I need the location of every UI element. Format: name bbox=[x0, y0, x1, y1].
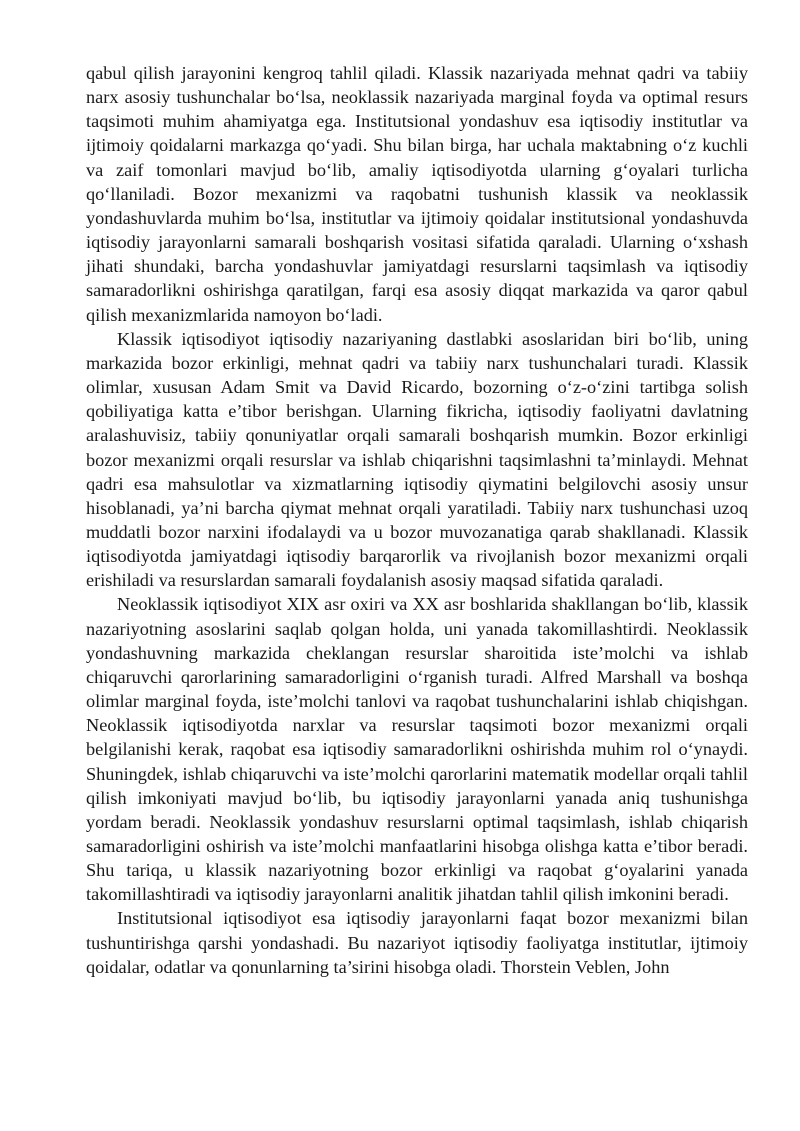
paragraph-institutional-economics: Institutsional iqtisodiyot esa iqtisodiy jarayonlarni faqat bozor mexanizmi bilan tushuntirishga qarshi yondashadi. Bu nazariyot iqtisodiy faoliyatga institutlar, ijtimoiy qoidalar, odatlar va qonunlarning ta’sirini hisobga oladi. Thorstein Veblen, John bbox=[86, 908, 748, 977]
document-page bbox=[86, 61, 748, 979]
paragraph-neoclassical-economics: Neoklassik iqtisodiyot XIX asr oxiri va XX asr boshlarida shakllangan bo‘lib, klassik nazariyotning asoslarini saqlab qolgan holda, uni yanada takomillashtirdi. Neoklassik yondashuvning markazida cheklangan resurslar sharoitida iste’molchi va ishlab chiqaruvchi qarorlarining samaradorligini o‘rganish turadi. Alfred Marshall va boshqa olimlar marginal foyda, iste’molchi tanlovi va raqobat tushunchalarini ishlab chiqishgan. Neoklassik iqtisodiyotda narxlar va resurslar taqsimoti bozor mexanizmi orqali belgilanishi kerak, raqobat esa iqtisodiy samaradorlikni oshirishda muhim rol o‘ynaydi. Shuningdek, ishlab chiqaruvchi va iste’molchi qarorlarini matematik modellar orqali tahlil qilish imkoniyati mavjud bo‘lib, bu iqtisodiy jarayonlarni yanada aniq tushunishga yordam beradi. Neoklassik yondashuv resurslarni optimal taqsimlash, ishlab chiqarish samaradorligini oshirish va iste’molchi manfaatlarini hisobga olishga katta e’tibor beradi. Shu tariqa, u klassik nazariyotning bozor erkinligi va raqobat g‘oyalarini yanada takomillashtiradi va iqtisodiy jarayonlarni analitik jihatdan tahlil qilish imkonini beradi. bbox=[86, 594, 749, 905]
paragraph-classical-economics: Klassik iqtisodiyot iqtisodiy nazariyaning dastlabki asoslaridan biri bo‘lib, uning markazida bozor erkinligi, mehnat qadri va tabiiy narx tushunchalari turadi. Klassik olimlar, xususan Adam Smit va David Ricardo, bozorning o‘z-o‘zini tartibga solish qobiliyatiga katta e’tibor berishgan. Ularning fikricha, iqtisodiy faoliyatni davlatning aralashuvisiz, tabiiy qonuniyatlar orqali samarali boshqarish mumkin. Bozor erkinligi bozor mexanizmi orqali resurslar va ishlab chiqarishni taqsimlashni ta’minlaydi. Mehnat qadri esa mahsulotlar va xizmatlarning iqtisodiy qiymatini belgilovchi asosiy unsur hisoblanadi, ya’ni barcha qiymat mehnat orqali yaratiladi. Tabiiy narx tushunchasi uzoq muddatli bozor narxini ifodalaydi va u bozor muvozanatiga qarab shakllanadi. Klassik iqtisodiyotda jamiyatdagi iqtisodiy barqarorlik va rivojlanish bozor mexanizmi orqali erishiladi va resurslardan samarali foydalanish asosiy maqsad sifatida qaraladi. bbox=[86, 328, 748, 591]
paragraph-comparison-summary: qabul qilish jarayonini kengroq tahlil qiladi. Klassik nazariyada mehnat qadri va tabiiy narx asosiy tushunchalar bo‘lsa, neoklassik nazariyada marginal foyda va optimal resurs taqsimoti muhim ahamiyatga ega. Institutsional yondashuv esa iqtisodiy institutlar va ijtimoiy qoidalarni markazga qo‘yadi. Shu bilan birga, har uchala maktabning o‘z kuchli va zaif tomonlari mavjud bo‘lib, amaliy iqtisodiyotda ularning g‘oyalari turlicha qo‘llaniladi. Bozor mexanizmi va raqobatni tushunish klassik va neoklassik yondashuvlarda muhim bo‘lsa, institutlar va ijtimoiy qoidalar institutsional yondashuvda iqtisodiy jarayonlarni samarali boshqarish vositasi sifatida qaraladi. Ularning o‘xshash jihati shundaki, barcha yondashuvlar jamiyatdagi resurslarni taqsimlash va iqtisodiy samaradorlikni oshirishga qaratilgan, farqi esa asosiy diqqat markazida va qaror qabul qilish mexanizmlarida namoyon bo‘ladi. bbox=[86, 63, 748, 325]
